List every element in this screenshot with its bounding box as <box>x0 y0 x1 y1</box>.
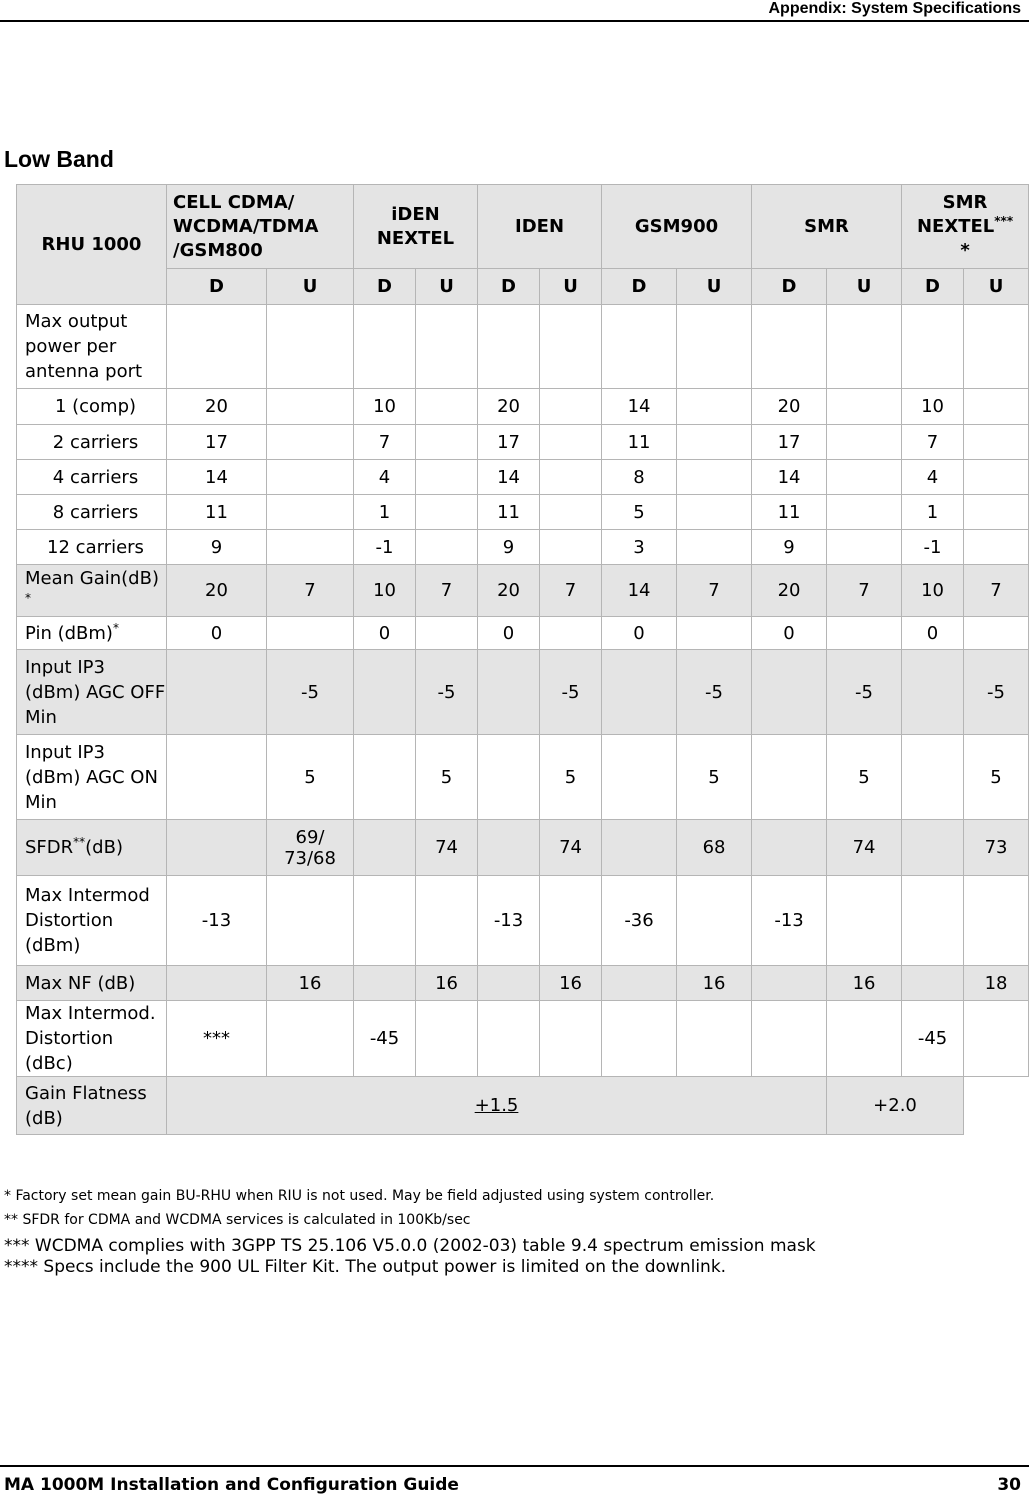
corner-cell: RHU 1000 <box>17 185 167 305</box>
table-cell: 4 <box>354 460 416 495</box>
table-cell <box>416 495 478 530</box>
table-cell <box>540 425 602 460</box>
table-cell: -45 <box>902 1001 964 1077</box>
table-cell <box>354 820 416 876</box>
table-cell <box>267 305 354 389</box>
table-cell: 74 <box>540 820 602 876</box>
table-cell: 17 <box>752 425 827 460</box>
table-cell: -5 <box>827 650 902 735</box>
table-cell: 0 <box>602 617 677 650</box>
table-cell <box>416 530 478 565</box>
row-label <box>17 876 167 966</box>
table-cell <box>416 460 478 495</box>
footnote: **** Specs include the 900 UL Filter Kit. The output power is limited on the downlink. <box>4 1257 727 1277</box>
table-cell <box>752 735 827 820</box>
table-cell <box>964 617 1029 650</box>
table-cell <box>827 305 902 389</box>
table-cell <box>827 460 902 495</box>
table-cell <box>540 495 602 530</box>
row-label-sup: * <box>25 590 31 605</box>
table-cell <box>602 820 677 876</box>
table-cell: -13 <box>478 876 540 966</box>
table-cell: 10 <box>902 389 964 425</box>
table-cell <box>540 305 602 389</box>
row-label-text: 2 carriers <box>52 431 139 453</box>
footnotes <box>4 1188 816 1278</box>
table-cell <box>167 735 267 820</box>
table-cell <box>827 617 902 650</box>
table-cell <box>354 966 416 1001</box>
table-cell: 20 <box>752 565 827 617</box>
table-cell: 7 <box>964 565 1029 617</box>
table-cell: 0 <box>752 617 827 650</box>
row-label <box>17 425 167 460</box>
table-cell: 7 <box>677 565 752 617</box>
table-row <box>17 495 1029 530</box>
table-cell: -13 <box>167 876 267 966</box>
sub-header-d: D <box>478 269 540 305</box>
table-cell <box>964 305 1029 389</box>
group-header-smr: SMR <box>752 185 902 269</box>
table-cell <box>354 305 416 389</box>
table-cell <box>540 389 602 425</box>
gain-flatness-value-2 <box>827 1077 964 1135</box>
table-cell: 16 <box>267 966 354 1001</box>
table-cell <box>902 650 964 735</box>
page-header <box>0 0 1029 22</box>
table-cell: 18 <box>964 966 1029 1001</box>
table-cell <box>677 305 752 389</box>
table-cell: -5 <box>677 650 752 735</box>
row-label-text: Max Intermod Distortion (dBm) <box>25 885 150 956</box>
table-cell: 73 <box>964 820 1029 876</box>
table-cell <box>964 425 1029 460</box>
table-cell: 0 <box>478 617 540 650</box>
row-label-text: Max NF (dB) <box>25 972 136 994</box>
table-cell: 5 <box>827 735 902 820</box>
table-cell <box>602 966 677 1001</box>
table-cell <box>827 389 902 425</box>
row-label <box>17 735 167 820</box>
header-title: Appendix: System Specifications <box>768 0 1021 17</box>
footnote: * Factory set mean gain BU-RHU when RIU is not used. May be field adjusted using system controller. <box>4 1188 715 1204</box>
table-cell <box>267 495 354 530</box>
footer-title: MA 1000M Installation and Configuration Guide <box>4 1475 459 1495</box>
table-cell <box>964 1001 1029 1077</box>
gain-flatness-text-1: +1.5 <box>474 1095 519 1116</box>
table-cell <box>267 617 354 650</box>
table-cell: 10 <box>354 565 416 617</box>
gain-flatness-value-1 <box>167 1077 827 1135</box>
table-cell <box>267 530 354 565</box>
table-cell: 10 <box>354 389 416 425</box>
table-cell: 0 <box>354 617 416 650</box>
page-number: 30 <box>997 1475 1021 1495</box>
table-cell: 14 <box>602 389 677 425</box>
table-cell <box>752 820 827 876</box>
table-cell: 4 <box>902 460 964 495</box>
sub-header-d: D <box>167 269 267 305</box>
row-label-text: 8 carriers <box>52 501 139 523</box>
table-row <box>17 966 1029 1001</box>
table-cell <box>677 389 752 425</box>
table-cell: 74 <box>827 820 902 876</box>
table-cell: 5 <box>964 735 1029 820</box>
table-cell <box>416 389 478 425</box>
table-cell <box>416 425 478 460</box>
table-body <box>17 305 1029 1077</box>
table-row <box>17 389 1029 425</box>
row-label-text: 4 carriers <box>52 466 139 488</box>
table-cell: 14 <box>167 460 267 495</box>
table-cell <box>677 1001 752 1077</box>
table-cell: 5 <box>677 735 752 820</box>
table-cell: 0 <box>902 617 964 650</box>
table-cell <box>677 530 752 565</box>
table-cell: 11 <box>167 495 267 530</box>
table-cell: -45 <box>354 1001 416 1077</box>
table-row <box>17 425 1029 460</box>
smr-nextel-sup: *** <box>994 213 1014 228</box>
table-cell <box>540 460 602 495</box>
table-cell: 16 <box>677 966 752 1001</box>
table-cell: 5 <box>602 495 677 530</box>
table-cell: -5 <box>540 650 602 735</box>
table-cell: 9 <box>167 530 267 565</box>
table-cell <box>902 966 964 1001</box>
table-cell <box>416 876 478 966</box>
table-cell <box>540 617 602 650</box>
table-cell: 5 <box>267 735 354 820</box>
table-cell: -1 <box>354 530 416 565</box>
table-row <box>17 820 1029 876</box>
table-cell <box>964 876 1029 966</box>
row-label-text: Input IP3 (dBm) AGC ON Min <box>25 741 158 813</box>
row-label-text: 12 carriers <box>47 536 144 558</box>
table-cell: 20 <box>478 565 540 617</box>
table-cell: -1 <box>902 530 964 565</box>
page-footer <box>0 1465 1029 1498</box>
table-cell <box>827 876 902 966</box>
sub-header-u: U <box>964 269 1029 305</box>
row-label-sup: * <box>112 620 119 635</box>
table-cell: 1 <box>354 495 416 530</box>
row-label-text: Mean Gain(dB) <box>25 567 159 589</box>
row-label-sup: ** <box>73 835 86 849</box>
table-cell <box>677 460 752 495</box>
table-row <box>17 530 1029 565</box>
row-label <box>17 389 167 425</box>
sub-header-u: U <box>267 269 354 305</box>
row-label-text: SFDR <box>25 837 74 858</box>
row-label <box>17 1001 167 1077</box>
table-cell: 17 <box>478 425 540 460</box>
table-cell: 20 <box>167 565 267 617</box>
table-cell: 5 <box>416 735 478 820</box>
row-label-tail: (dB) <box>85 837 123 858</box>
table-cell <box>902 305 964 389</box>
sub-header-d: D <box>602 269 677 305</box>
row-label <box>17 966 167 1001</box>
gain-flatness-row <box>17 1077 1029 1135</box>
table-cell: 7 <box>416 565 478 617</box>
table-cell <box>478 650 540 735</box>
table-cell: 69/ 73/68 <box>267 820 354 876</box>
table-cell <box>827 425 902 460</box>
table-cell <box>478 305 540 389</box>
smr-nextel-tail: * <box>960 239 970 261</box>
table-cell: 5 <box>540 735 602 820</box>
table-cell <box>752 966 827 1001</box>
table-cell <box>677 617 752 650</box>
row-label <box>17 530 167 565</box>
table-cell <box>602 1001 677 1077</box>
table-cell <box>677 495 752 530</box>
table-cell: 1 <box>902 495 964 530</box>
table-row <box>17 650 1029 735</box>
row-label-text: 1 (comp) <box>54 396 137 417</box>
table-cell <box>478 1001 540 1077</box>
row-label: Gain Flatness (dB) <box>17 1077 167 1135</box>
group-header-iden-nextel: iDEN NEXTEL <box>354 185 478 269</box>
table-cell: -5 <box>267 650 354 735</box>
sub-header-d: D <box>902 269 964 305</box>
table-cell: 7 <box>540 565 602 617</box>
table-cell <box>416 617 478 650</box>
table-cell: 20 <box>752 389 827 425</box>
table-cell <box>902 820 964 876</box>
table-cell <box>677 876 752 966</box>
table-cell: 20 <box>167 389 267 425</box>
sub-header-u: U <box>416 269 478 305</box>
table-cell <box>354 735 416 820</box>
table-cell: 0 <box>167 617 267 650</box>
group-header-cell-cdma: CELL CDMA/ WCDMA/TDMA /GSM800 <box>167 185 354 269</box>
table-cell: -13 <box>752 876 827 966</box>
group-header-smr-nextel <box>902 185 1029 269</box>
table-cell <box>416 1001 478 1077</box>
table-cell <box>267 876 354 966</box>
sub-header-u: U <box>677 269 752 305</box>
table-cell <box>267 460 354 495</box>
table-cell <box>602 735 677 820</box>
smr-nextel-label: SMR NEXTEL <box>916 191 995 237</box>
row-label <box>17 565 167 617</box>
table-cell <box>964 495 1029 530</box>
table-cell <box>540 530 602 565</box>
row-label <box>17 650 167 735</box>
table-cell <box>540 1001 602 1077</box>
table-cell <box>267 1001 354 1077</box>
table-cell <box>752 305 827 389</box>
table-row <box>17 565 1029 617</box>
table-cell: 7 <box>354 425 416 460</box>
table-cell: *** <box>167 1001 267 1077</box>
table-row <box>17 305 1029 389</box>
row-label <box>17 460 167 495</box>
table-cell: -36 <box>602 876 677 966</box>
table-cell: 11 <box>478 495 540 530</box>
table-cell: 11 <box>752 495 827 530</box>
table-cell <box>827 1001 902 1077</box>
table-cell <box>602 650 677 735</box>
sub-header-u: U <box>827 269 902 305</box>
table-cell <box>540 876 602 966</box>
table-cell <box>964 530 1029 565</box>
table-cell <box>167 820 267 876</box>
table-cell: -5 <box>416 650 478 735</box>
table-cell: 9 <box>752 530 827 565</box>
table-cell: 14 <box>752 460 827 495</box>
row-label-text: Max Intermod. Distortion (dBc) <box>25 1003 156 1074</box>
table-cell <box>677 425 752 460</box>
table-cell: 16 <box>540 966 602 1001</box>
table-cell <box>752 1001 827 1077</box>
table-cell <box>602 305 677 389</box>
sub-header-row <box>17 269 1029 305</box>
row-label-text: Pin (dBm) <box>25 622 113 644</box>
table-cell: 14 <box>602 565 677 617</box>
sub-header-d: D <box>354 269 416 305</box>
table-cell <box>167 966 267 1001</box>
row-label <box>17 495 167 530</box>
footnote: ** SFDR for CDMA and WCDMA services is calculated in 100Kb/sec <box>4 1212 471 1228</box>
table-row <box>17 735 1029 820</box>
table-cell <box>478 966 540 1001</box>
table-cell: 16 <box>827 966 902 1001</box>
group-header-gsm900: GSM900 <box>602 185 752 269</box>
table-row <box>17 617 1029 650</box>
table-row <box>17 1001 1029 1077</box>
sub-header-u: U <box>540 269 602 305</box>
table-cell <box>354 650 416 735</box>
table-cell <box>964 460 1029 495</box>
table-cell <box>902 735 964 820</box>
row-label-text: Input IP3 (dBm) AGC OFF Min <box>25 656 166 728</box>
table-cell: 74 <box>416 820 478 876</box>
table-cell <box>827 495 902 530</box>
table-cell <box>267 389 354 425</box>
table-cell: 9 <box>478 530 540 565</box>
table-cell <box>478 820 540 876</box>
table-cell: 68 <box>677 820 752 876</box>
table-cell <box>416 305 478 389</box>
table-cell <box>964 389 1029 425</box>
table-cell <box>167 305 267 389</box>
sub-header-d: D <box>752 269 827 305</box>
table-cell <box>354 876 416 966</box>
table-cell: 7 <box>902 425 964 460</box>
group-header-row <box>17 185 1029 269</box>
row-label-text: Max output power per antenna port <box>25 311 143 382</box>
table-cell: 10 <box>902 565 964 617</box>
row-label <box>17 820 167 876</box>
section-title: Low Band <box>4 146 114 172</box>
spec-table <box>16 184 1029 1135</box>
table-cell: 16 <box>416 966 478 1001</box>
table-cell: -5 <box>964 650 1029 735</box>
group-header-iden: IDEN <box>478 185 602 269</box>
table-cell <box>267 425 354 460</box>
gain-flatness-text-2: +2.0 <box>873 1095 917 1116</box>
table-cell <box>478 735 540 820</box>
table-cell: 3 <box>602 530 677 565</box>
table-cell <box>827 530 902 565</box>
table-cell: 17 <box>167 425 267 460</box>
table-cell: 20 <box>478 389 540 425</box>
table-cell: 7 <box>267 565 354 617</box>
table-cell <box>167 650 267 735</box>
table-cell: 7 <box>827 565 902 617</box>
table-row <box>17 460 1029 495</box>
table-cell: 11 <box>602 425 677 460</box>
footnote: *** WCDMA complies with 3GPP TS 25.106 V5.0.0 (2002-03) table 9.4 spectrum emission mask <box>4 1236 816 1256</box>
table-cell <box>752 650 827 735</box>
row-label <box>17 617 167 650</box>
table-cell: 14 <box>478 460 540 495</box>
table-cell: 8 <box>602 460 677 495</box>
table-cell <box>902 876 964 966</box>
row-label <box>17 305 167 389</box>
table-row <box>17 876 1029 966</box>
